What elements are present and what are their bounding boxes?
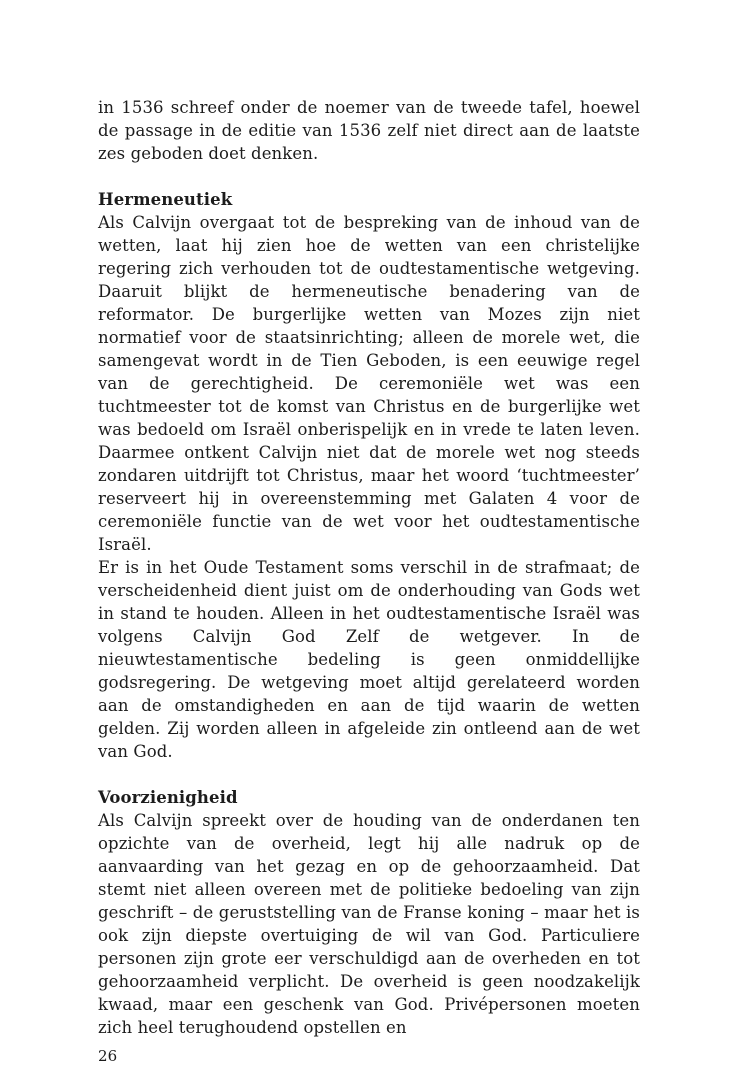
paragraph-voorzienigheid-1: Als Calvijn spreekt over de houding van de onderdanen ten opzichte van de overheid, legt hij alle nadruk op de aanvaarding van het gezag en op de gehoorzaamheid. Dat stemt niet alleen overeen met de politieke bedoeling van zijn geschrift – de geruststelling van de Franse koning – maar het is ook zijn diepste overtuiging de wil van God. Particuliere personen zijn grote eer verschuldigd aan de overheden en tot gehoorzaamheid verplicht. De overheid is geen noodzakelijk kwaad, maar een geschenk van God. Privépersonen moeten zich heel terughoudend opstellen en xyxy=(98,811,640,1037)
opening-paragraph: in 1536 schreef onder de noemer van de tweede tafel, hoewel de passage in de editie van 1536 zelf niet direct aan de laatste zes geboden doet denken. xyxy=(98,98,640,163)
paragraph-hermeneutiek-2: Er is in het Oude Testament soms verschil in de strafmaat; de verscheidenheid dient juist om de onderhouding van Gods wet in stand te houden. Alleen in het oudtestamentische Israël was volgens Calvijn God Zelf de wetgever. In de nieuwtestamentische bedeling is geen onmiddellijke godsregering. De wetgeving moet altijd gerelateerd worden aan de omstandigheden en aan de tijd waarin de wetten gelden. Zij worden alleen in afgeleide zin ontleend aan de wet van God. xyxy=(98,558,640,761)
paragraph-hermeneutiek-1: Als Calvijn overgaat tot de bespreking van de inhoud van de wetten, laat hij zien hoe de wetten van een christelijke regering zich verhouden tot de oudtestamentische wetgeving. Daaruit blijkt de hermeneutische benadering van de reformator. De burgerlijke wetten van Mozes zijn niet normatief voor de staatsinrichting; alleen de morele wet, die samengevat wordt in de Tien Geboden, is een eeuwige regel van de gerechtigheid. De ceremoniële wet was een tuchtmeester tot de komst van Christus en de burgerlijke wet was bedoeld om Israël onberispelijk en in vrede te laten leven. Daarmee ontkent Calvijn niet dat de morele wet nog steeds zondaren uitdrijft tot Christus, maar het woord ‘tuchtmeester’ reserveert hij in overeenstemming met Galaten 4 voor de ceremoniële functie van de wet voor het oudtestamentische Israël. xyxy=(98,213,640,554)
page-number: 26 xyxy=(98,1047,118,1065)
text-block xyxy=(98,96,640,1067)
section-heading-voorzienigheid: Voorzienigheid xyxy=(98,788,238,807)
section-heading-hermeneutiek: Hermeneutiek xyxy=(98,190,233,209)
